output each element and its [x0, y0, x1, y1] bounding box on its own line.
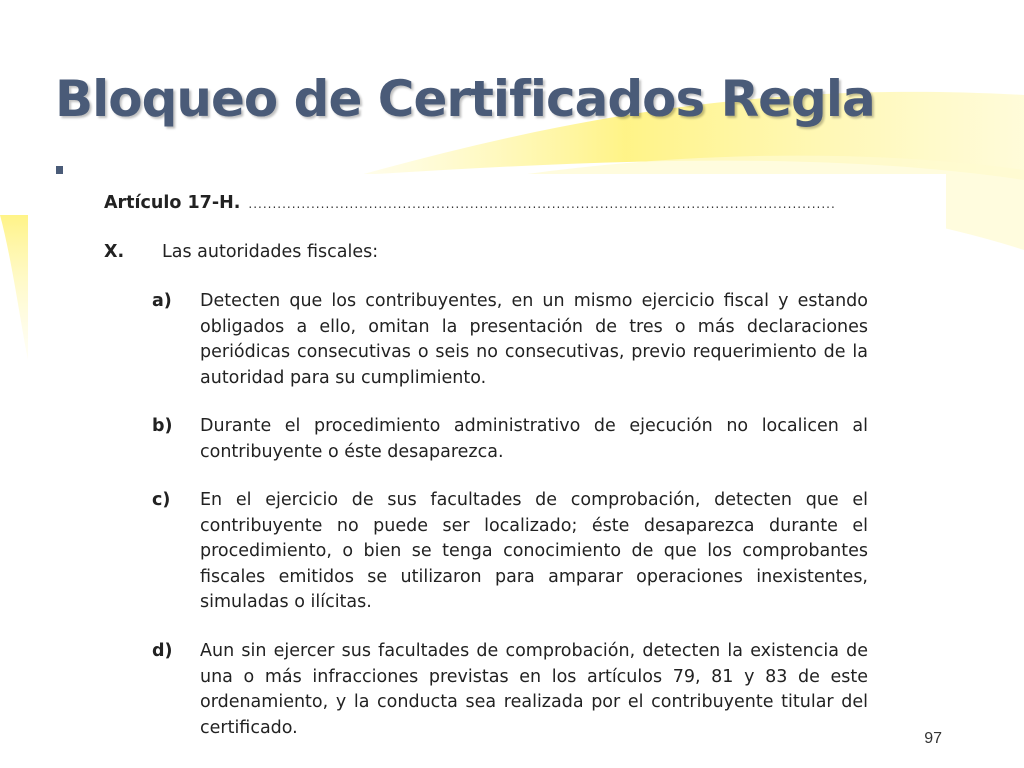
article-excerpt-panel [28, 174, 946, 754]
list-item-text: Aun sin ejercer sus facultades de comprobación, detecten la existencia de una o más infracciones previstas en los artículos 79, 81 y 83 de este ordenamiento, y la conducta sea realizada por el contribuyente titular del certificado. [200, 641, 868, 738]
article-heading [104, 191, 866, 218]
slide-title: Bloqueo de Certificados Regla [55, 70, 875, 128]
article-heading-leader-dots: .......................................................................................................................... [248, 197, 836, 211]
article-heading-label: Artículo 17-H. [104, 193, 241, 213]
list-item-a [152, 289, 868, 391]
list-item-label: d) [152, 641, 173, 661]
list-item-c [152, 488, 868, 616]
fraction-heading [104, 240, 378, 266]
list-item-label: a) [152, 291, 172, 311]
fraction-text: Las autoridades fiscales: [162, 242, 379, 262]
list-item-label: c) [152, 490, 171, 510]
list-item-b [152, 414, 868, 465]
list-item-d [152, 639, 868, 741]
page-number: 97 [924, 730, 942, 747]
list-item-text: Detecten que los contribuyentes, en un mismo ejercicio fiscal y estando obligados a ello, omitan la presentación de tres o más declaraciones periódicas consecutivas o seis no consecutivas, previo requerimiento de la autoridad para su cumplimiento. [200, 291, 868, 388]
list-item-text: Durante el procedimiento administrativo de ejecución no localicen al contribuyente o éste desaparezca. [200, 416, 868, 462]
list-item-label: b) [152, 416, 173, 436]
fraction-number: X. [104, 242, 125, 262]
list-item-text: En el ejercicio de sus facultades de comprobación, detecten que el contribuyente no puede ser localizado; éste desaparezca durante el procedimiento, o bien se tenga conocimiento de que los comprobantes fiscales emitidos se utilizaron para amparar operaciones inexistentes, simuladas o ilícitas. [200, 490, 868, 612]
